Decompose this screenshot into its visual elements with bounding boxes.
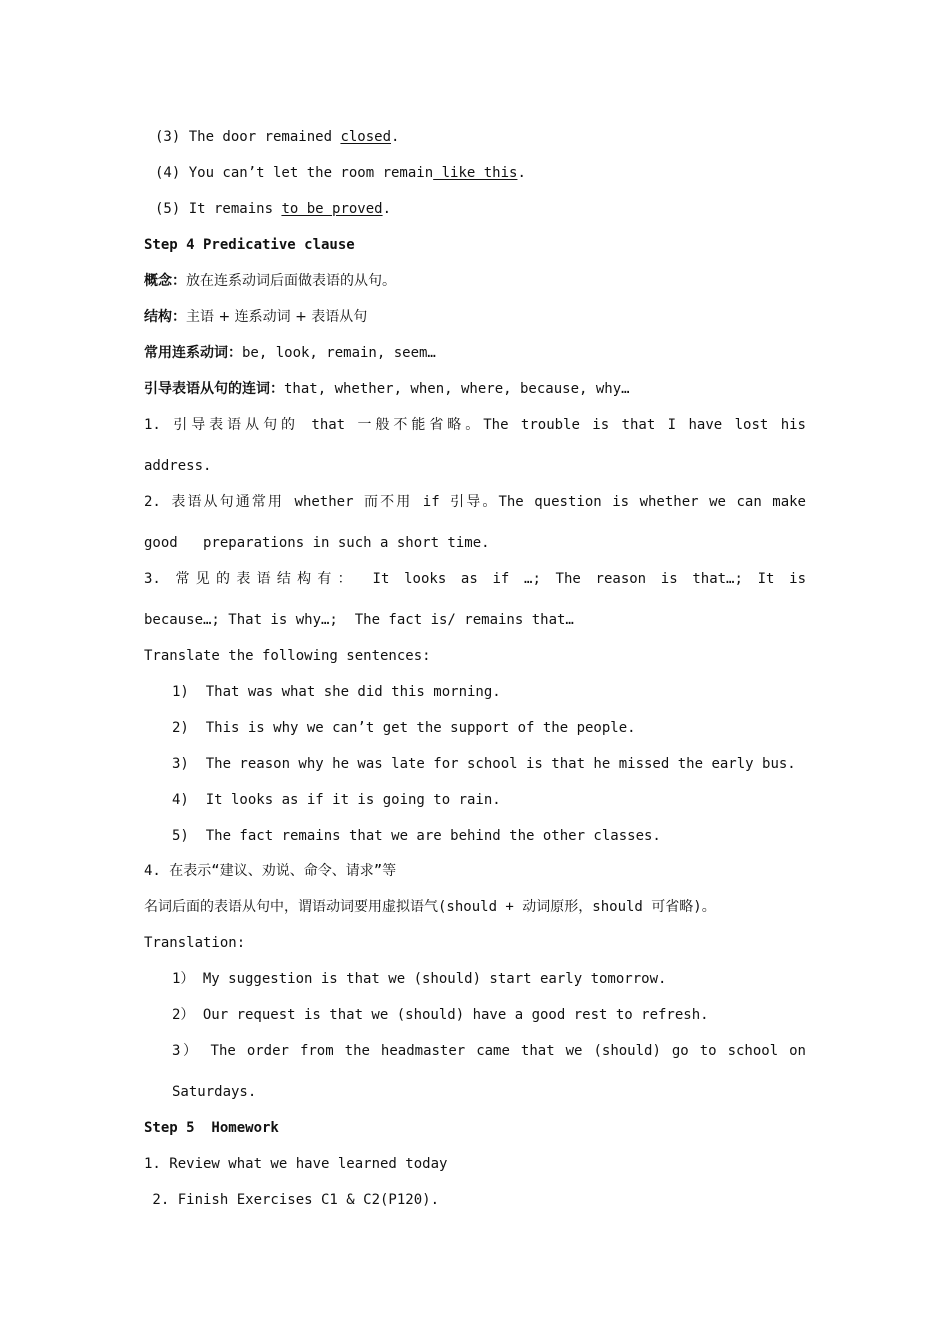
rule-3-line-1: 3. 常见的表语结构有： It looks as if …; The reason is that…; It is	[144, 571, 806, 587]
example-underlined: closed	[340, 129, 392, 145]
example-text: (3) The door remained	[155, 129, 341, 145]
translation-1: 1） My suggestion is that we (should) start early tomorrow.	[172, 971, 667, 987]
rule-3-line-2: because…; That is why…; The fact is/ remains that…	[144, 612, 574, 628]
example-text: (5) It remains	[155, 201, 282, 217]
translation-3: 3） The order from the headmaster came that we (should) go to school on	[172, 1043, 806, 1059]
concept-line	[144, 271, 806, 291]
homework-item-2: 2. Finish Exercises C1 & C2(P120).	[144, 1192, 440, 1208]
sentence-5: 5) The fact remains that we are behind the other classes.	[172, 828, 661, 844]
sentence-4: 4) It looks as if it is going to rain.	[172, 792, 501, 808]
example-5	[155, 199, 806, 219]
connectives-line	[144, 379, 806, 399]
homework-item-1: 1. Review what we have learned today	[144, 1156, 448, 1172]
connectives-text: that, whether, when, where, because, why…	[284, 381, 630, 397]
sentence-1: 1) That was what she did this morning.	[172, 684, 501, 700]
example-punct: .	[382, 201, 392, 217]
example-underlined: to be proved	[281, 201, 383, 217]
translation-3-continued: Saturdays.	[172, 1084, 257, 1100]
structure-label: 结构：	[144, 309, 186, 325]
sentence-2: 2) This is why we can’t get the support of the people.	[172, 720, 636, 736]
step4-heading: Step 4 Predicative clause	[144, 237, 355, 253]
translation-heading: Translation:	[144, 935, 246, 951]
example-punct: .	[391, 129, 400, 145]
example-text: (4) You can’t let the room remain	[155, 165, 434, 181]
concept-text: 放在连系动词后面做表语的从句。	[186, 273, 396, 289]
rule-4-line-2: 名词后面的表语从句中，谓语动词要用虚拟语气(should + 动词原形，should 可省略)。	[144, 899, 716, 915]
rule-2-line-1: 2. 表语从句通常用 whether 而不用 if 引导。The question is whether we can make	[144, 494, 806, 510]
structure-text: 主语 + 连系动词 + 表语从句	[186, 309, 368, 325]
example-3	[155, 127, 806, 147]
sentence-3: 3) The reason why he was late for school is that he missed the early bus.	[172, 756, 796, 772]
rule-4-line-1: 4. 在表示“建议、劝说、命令、请求”等	[144, 863, 397, 879]
rule-2-line-2: good preparations in such a short time.	[144, 535, 490, 551]
rule-1-line-2: address.	[144, 458, 212, 474]
translate-heading: Translate the following sentences:	[144, 648, 431, 664]
linking-verbs-line	[144, 343, 806, 363]
translation-2: 2） Our request is that we (should) have a good rest to refresh.	[172, 1007, 709, 1023]
step5-heading: Step 5 Homework	[144, 1120, 279, 1136]
example-4	[155, 163, 806, 183]
rule-1-line-1: 1. 引导表语从句的 that 一般不能省略。The trouble is that I have lost his	[144, 417, 806, 433]
linking-verbs-label: 常用连系动词：	[144, 345, 242, 361]
concept-label: 概念：	[144, 273, 186, 289]
structure-line	[144, 307, 806, 327]
example-underlined: like this	[433, 165, 518, 181]
example-punct: .	[517, 165, 526, 181]
connectives-label: 引导表语从句的连词：	[144, 381, 284, 397]
linking-verbs-text: be, look, remain, seem…	[242, 345, 436, 361]
